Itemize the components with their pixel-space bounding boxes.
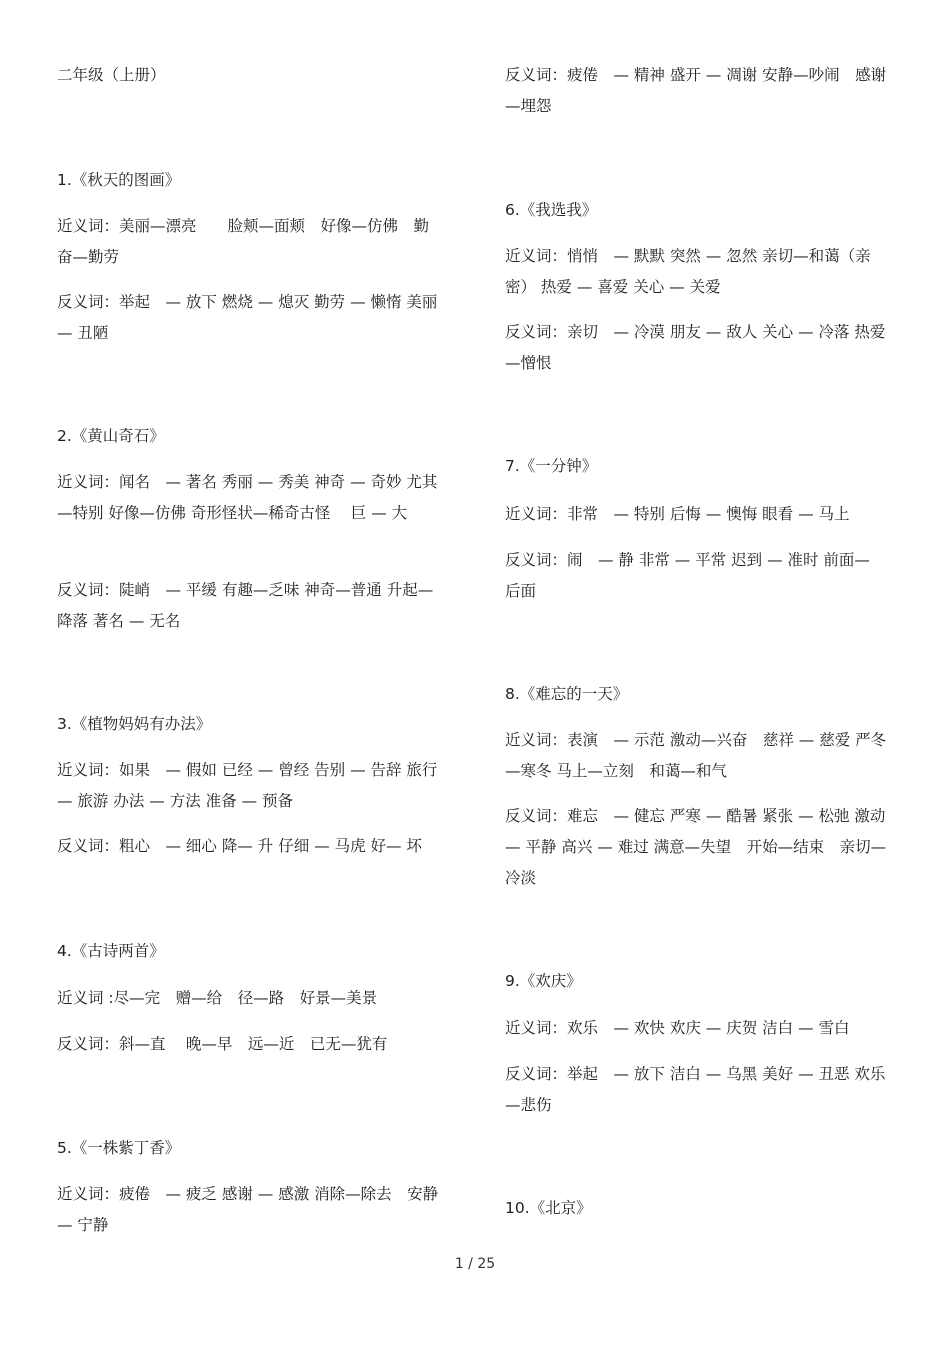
- lesson-9-synonyms: 近义词：欢乐 — 欢快 欢庆 — 庆贺 洁白 — 雪白: [505, 1019, 850, 1037]
- lesson-2-synonyms: 近义词：闻名 — 著名 秀丽 — 秀美 神奇 — 奇妙 尤其—特别 好像—仿佛 奇形怪状—稀奇古怪 巨 — 大: [57, 473, 438, 522]
- lesson-7-antonyms: 反义词：闹 — 静 非常 — 平常 迟到 — 准时 前面— 后面: [505, 551, 870, 600]
- lesson-6-synonyms: 近义词：悄悄 — 默默 突然 — 忽然 亲切—和蔼（亲密） 热爱 — 喜爱 关心 — 关爱: [505, 247, 871, 296]
- lesson-7-title: 7.《一分钟》: [505, 457, 598, 475]
- lesson-8-title: 8.《难忘的一天》: [505, 685, 629, 703]
- lesson-1-antonyms: 反义词：举起 — 放下 燃烧 — 熄灭 勤劳 — 懒惰 美丽— 丑陋: [57, 293, 438, 342]
- lesson-6-title: 6.《我选我》: [505, 201, 598, 219]
- lesson-8-antonyms: 反义词：难忘 — 健忘 严寒 — 酷暑 紧张 — 松弛 激动— 平静 高兴 — 难过 满意—失望 开始—结束 亲切—冷淡: [505, 807, 887, 887]
- lesson-9-title: 9.《欢庆》: [505, 972, 582, 990]
- lesson-5-synonyms: 近义词：疲倦 — 疲乏 感谢 — 感激 消除—除去 安静— 宁静: [57, 1185, 439, 1234]
- lesson-4-synonyms: 近义词 :尽—完 赠—给 径—路 好景—美景: [57, 989, 378, 1007]
- lesson-1-title: 1.《秋天的图画》: [57, 171, 181, 189]
- lesson-6-antonyms: 反义词：亲切 — 冷漠 朋友 — 敌人 关心 — 冷落 热爱—憎恨: [505, 323, 886, 372]
- grade-title: 二年级（上册）: [57, 66, 166, 84]
- lesson-1-synonyms: 近义词：美丽—漂亮 脸颊—面颊 好像—仿佛 勤奋—勤劳: [57, 217, 430, 266]
- lesson-7-synonyms: 近义词：非常 — 特别 后悔 — 懊悔 眼看 — 马上: [505, 505, 850, 523]
- lesson-5-title: 5.《一株紫丁香》: [57, 1139, 181, 1157]
- lesson-5-antonyms: 反义词：疲倦 — 精神 盛开 — 凋谢 安静—吵闹 感谢—埋怨: [505, 66, 887, 115]
- lesson-2-title: 2.《黄山奇石》: [57, 427, 165, 445]
- lesson-3-antonyms: 反义词：粗心 — 细心 降— 升 仔细 — 马虎 好— 坏: [57, 837, 422, 855]
- lesson-4-title: 4.《古诗两首》: [57, 942, 165, 960]
- lesson-2-antonyms: 反义词：陡峭 — 平缓 有趣—乏味 神奇—普通 升起— 降落 著名 — 无名: [57, 581, 434, 630]
- lesson-8-synonyms: 近义词：表演 — 示范 激动—兴奋 慈祥 — 慈爱 严冬—寒冬 马上—立刻 和蔼—和气: [505, 731, 887, 780]
- page-number: 1 / 25: [454, 1256, 496, 1272]
- lesson-3-synonyms: 近义词：如果 — 假如 已经 — 曾经 告别 — 告辞 旅行— 旅游 办法 — 方法 准备 — 预备: [57, 761, 438, 810]
- lesson-10-title: 10.《北京》: [505, 1199, 592, 1217]
- lesson-4-antonyms: 反义词：斜—直 晚—早 远—近 已无—犹有: [57, 1035, 388, 1053]
- lesson-3-title: 3.《植物妈妈有办法》: [57, 715, 212, 733]
- lesson-9-antonyms: 反义词：举起 — 放下 洁白 — 乌黑 美好 — 丑恶 欢乐—悲伤: [505, 1065, 886, 1114]
